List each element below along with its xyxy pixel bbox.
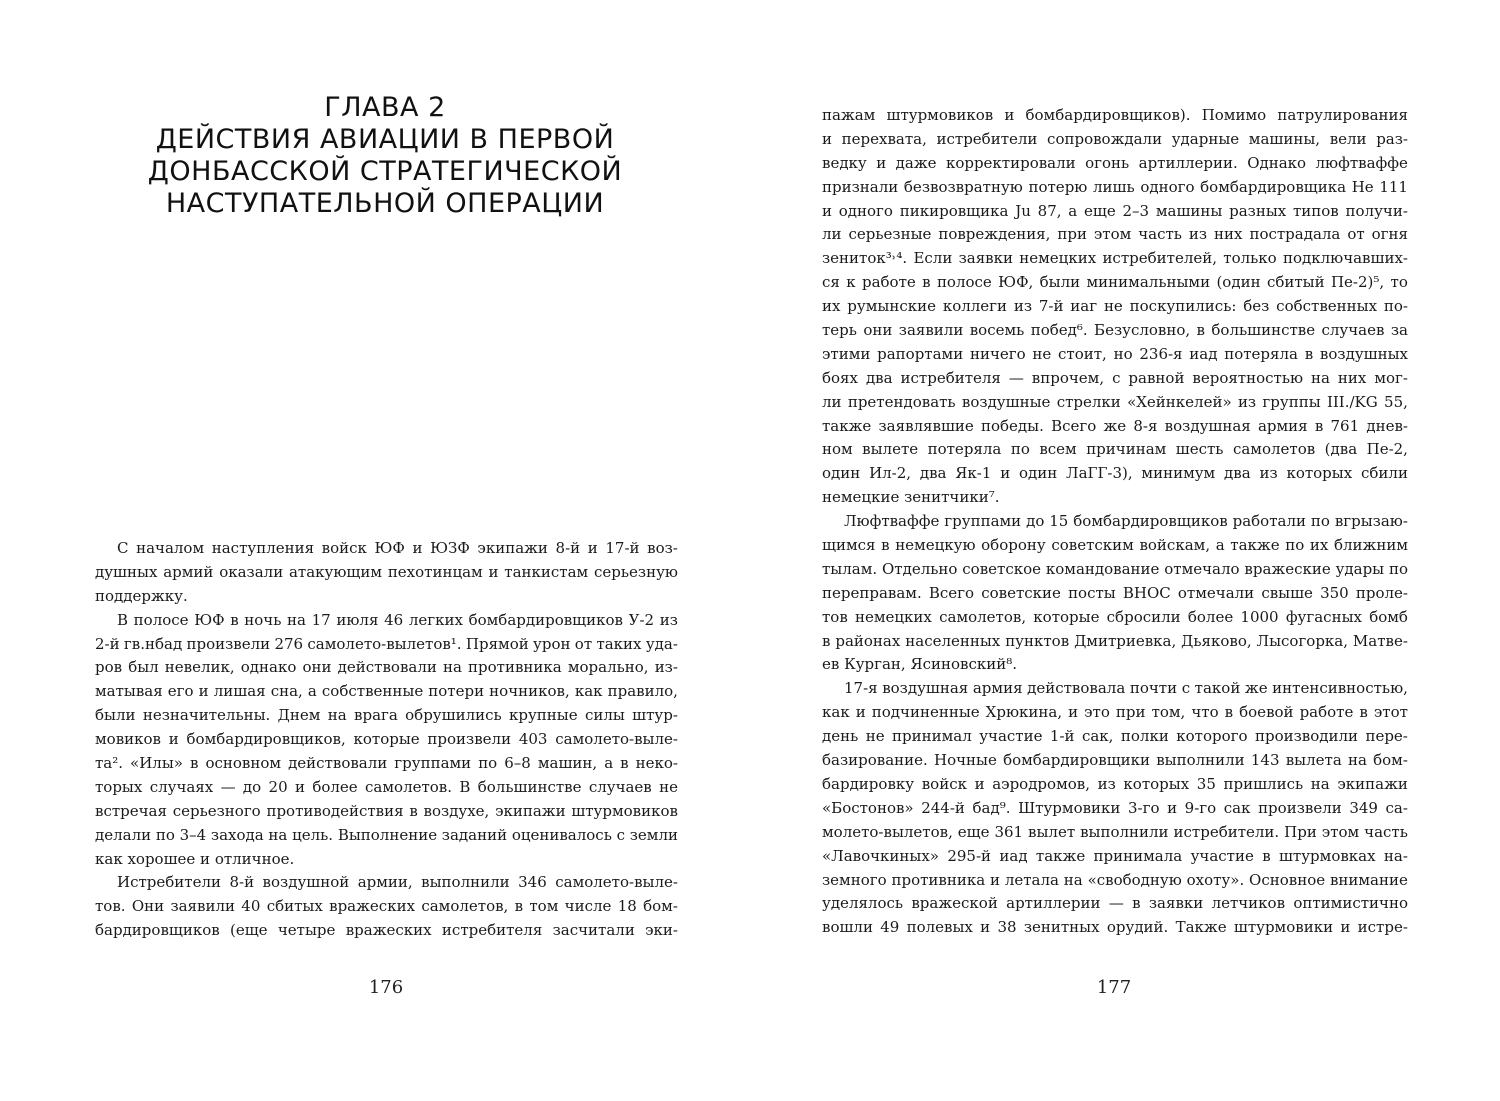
text-line: мовиков и бомбардировщиков, которые произвели 403 самолето-выле-	[95, 730, 678, 749]
chapter-title-line: ДОНБАССКОЙ СТРАТЕГИЧЕСКОЙ	[147, 156, 623, 187]
text-line: этими рапортами ничего не стоит, но 236-я иад потеряла в воздушных	[822, 344, 1408, 363]
text-line: базирование. Ночные бомбардировщики выполнили 143 вылета на бом-	[822, 751, 1408, 770]
text-line: С началом наступления войск ЮФ и ЮЗФ экипажи 8-й и 17-й воз-	[117, 539, 678, 557]
text-line: ведку и даже корректировали огонь артиллерии. Однако люфтваффе	[822, 153, 1408, 172]
text-line: «Бостонов» 244-й бад⁹. Штурмовики 3-го и 9-го сак произвели 349 са-	[822, 798, 1408, 817]
text-line: Люфтваффе группами до 15 бомбардировщиков работали по вгрызаю-	[844, 512, 1408, 531]
text-line: 2-й гв.нбад произвели 276 самолето-вылетов¹. Прямой урон от таких уда-	[95, 634, 678, 653]
text-line: ном вылете потеряла по всем причинам шесть самолетов (два Пе-2,	[822, 440, 1408, 459]
text-line: ся к работе в полосе ЮФ, были минимальными (один сбитый Пе-2)⁵, то	[822, 273, 1408, 292]
text-line: встречая серьезного противодействия в воздухе, экипажи штурмовиков	[95, 801, 678, 820]
page-number-right: 177	[1096, 977, 1132, 998]
text-line: признали безвозвратную потерю лишь одного бомбардировщика He 111	[822, 177, 1408, 196]
chapter-title-line: НАСТУПАТЕЛЬНОЙ ОПЕРАЦИИ	[165, 188, 605, 219]
page-number-left: 176	[368, 977, 404, 998]
text-line: «Лавочкиных» 295-й иад также принимала участие в штурмовках на-	[822, 846, 1408, 865]
text-line: боях два истребителя — впрочем, с равной вероятностью на них мог-	[822, 368, 1408, 387]
chapter-title-line: ДЕЙСТВИЯ АВИАЦИИ В ПЕРВОЙ	[155, 124, 615, 155]
text-line: тов. Они заявили 40 сбитых вражеских самолетов, в том числе 18 бом-	[95, 897, 678, 916]
chapter-heading	[95, 92, 675, 220]
text-line: молето-вылетов, еще 361 вылет выполнили истребители. При этом часть	[822, 822, 1408, 841]
text-line: щимся в немецкую оборону советским войскам, а также по их ближним	[822, 536, 1408, 555]
text-line: были незначительны. Днем на врага обрушились крупные силы штур-	[95, 706, 678, 725]
text-line: также заявлявшие победы. Всего же 8-я воздушная армия в 761 днев-	[822, 416, 1408, 435]
text-line: уделялось вражеской артиллерии — в заявки летчиков оптимистично	[822, 894, 1408, 913]
text-line: ли претендовать воздушные стрелки «Хейнкелей» из группы III./KG 55,	[822, 392, 1408, 411]
text-line: матывая его и лишая сна, а собственные потери ночников, как правило,	[95, 682, 678, 701]
text-line: земного противника и летала на «свободную охоту». Основное внимание	[822, 870, 1408, 889]
text-line: тылам. Отдельно советское командование отмечало вражеские удары по	[822, 559, 1408, 578]
text-line: 17-я воздушная армия действовала почти с такой же интенсивностью,	[844, 679, 1408, 698]
text-line: поддержку.	[95, 586, 188, 605]
chapter-number: ГЛАВА 2	[324, 92, 446, 123]
text-line: та². «Илы» в основном действовали группами по 6–8 машин, а в неко-	[95, 754, 678, 773]
text-line: один Ил-2, два Як-1 и один ЛаГГ-3), минимум два из которых сбили	[822, 464, 1408, 483]
right-body-text	[822, 104, 1408, 940]
text-line: душных армий оказали атакующим пехотинцам и танкистам серьезную	[95, 562, 678, 581]
text-line: пажам штурмовиков и бомбардировщиков). Помимо патрулирования	[822, 106, 1408, 124]
text-line: в районах населенных пунктов Дмитриевка, Дьяково, Лысогорка, Матве-	[822, 631, 1408, 650]
text-line: переправам. Всего советские посты ВНОС отмечали свыше 350 проле-	[822, 583, 1408, 602]
text-line: вошли 49 полевых и 38 зенитных орудий. Также штурмовики и истре-	[822, 918, 1408, 937]
text-line: В полосе ЮФ в ночь на 17 июля 46 легких бомбардировщиков У-2 из	[117, 610, 678, 629]
text-line: бардировщиков (еще четыре вражеских истребителя засчитали эки-	[95, 921, 678, 940]
text-line: как и подчиненные Хрюкина, и это при том, что в боевой работе в этот	[822, 703, 1408, 722]
text-line: Истребители 8-й воздушной армии, выполнили 346 самолето-выле-	[117, 873, 678, 892]
text-line: делали по 3–4 захода на цель. Выполнение заданий оценивалось с земли	[95, 825, 678, 844]
text-line: немецкие зенитчики⁷.	[822, 488, 1000, 507]
right-page	[750, 0, 1500, 1101]
text-line: терь они заявили восемь побед⁶. Безусловно, в большинстве случаев за	[822, 321, 1408, 340]
text-line: день не принимал участие 1-й сак, полки которого производили пере-	[822, 727, 1408, 746]
text-line: бардировку войск и аэродромов, из которых 35 пришлись на экипажи	[822, 774, 1408, 793]
text-line: и перехвата, истребители сопровождали ударные машины, вели раз-	[822, 129, 1408, 148]
text-line: как хорошее и отличное.	[95, 849, 295, 868]
text-line: их румынские коллеги из 7-й иаг не поскупились: без собственных по-	[822, 297, 1408, 316]
text-line: зениток³˒⁴. Если заявки немецких истребителей, только подключавших-	[822, 249, 1408, 268]
text-line: торых случаях — до 20 и более самолетов. В большинстве случаев не	[95, 777, 678, 796]
text-line: ев Курган, Ясиновский⁸.	[822, 655, 1017, 674]
text-line: ров был невелик, однако они действовали на противника морально, из-	[95, 658, 678, 677]
text-line: ли серьезные повреждения, при этом часть из них пострадала от огня	[822, 225, 1408, 244]
left-body-text	[95, 537, 678, 943]
text-line: и одного пикировщика Ju 87, а еще 2–3 машины разных типов получи-	[822, 201, 1408, 220]
text-line: тов немецких самолетов, которые сбросили более 1000 фугасных бомб	[822, 607, 1408, 626]
